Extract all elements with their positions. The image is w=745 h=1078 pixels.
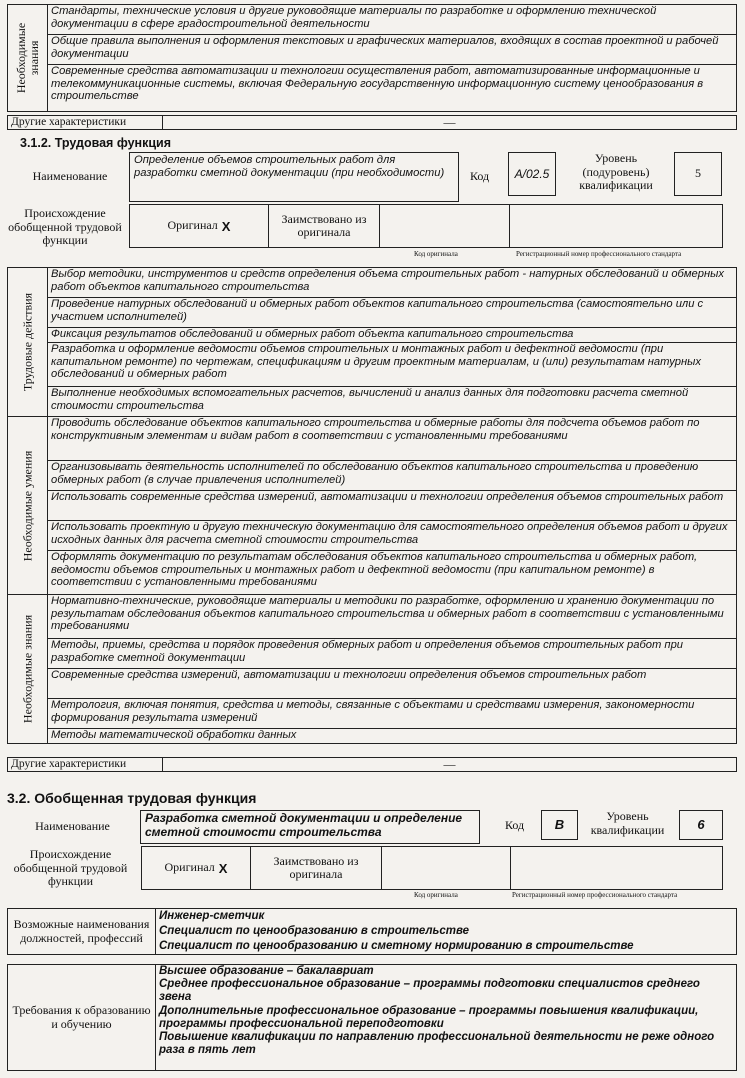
education-item: Дополнительные профессиональное образование – программы повышения квалификации, программы профессиональной переподготовки bbox=[159, 1004, 699, 1030]
action-item: Выполнение необходимых вспомогательных расчетов, вычислений и анализ данных для подготовки расчета сметной стоимости строительства bbox=[48, 387, 737, 417]
level-label-32: Уровень квалификации bbox=[590, 809, 665, 837]
knowledge-side-label-312: Необходимые знания bbox=[8, 595, 48, 744]
borrowed-box-32: Заимствовано из оригинала bbox=[250, 846, 382, 890]
original-label: Оригинал bbox=[167, 218, 218, 233]
function-name-box: Определение объемов строительных работ для разработки сметной документации (при необходимости) bbox=[129, 152, 459, 202]
skill-item: Организовывать деятельность исполнителей по обследованию объектов капитального строительства и проведению обмерных работ (в случае привлечения исполнителей) bbox=[48, 461, 737, 491]
position-item: Инженер-сметчик bbox=[159, 910, 265, 922]
code-value-box: A/02.5 bbox=[508, 152, 556, 196]
action-item: Выбор методики, инструментов и средств определения объема строительных работ - натурных обследований и обмерных работ объектов капитального строительства bbox=[48, 268, 737, 298]
reg-number-caption-32: Регистрационный номер профессионального стандарта bbox=[512, 891, 678, 899]
reg-number-caption: Регистрационный номер профессионального стандарта bbox=[516, 250, 682, 258]
positions-table bbox=[7, 908, 737, 955]
education-table bbox=[7, 964, 737, 1071]
code-original-box bbox=[379, 204, 510, 248]
original-box-32 bbox=[141, 846, 251, 890]
action-item: Разработка и оформление ведомости объемов строительных и монтажных работ и дефектной ведомости (при капитальном ремонте) по чертежам, спецификациям и другим проектным материалам, и (или) результатам натурных обследований и обмерных работ bbox=[48, 343, 737, 387]
education-label: Требования к образованию и обучению bbox=[8, 965, 156, 1071]
original-mark-32: X bbox=[218, 860, 228, 876]
skill-item: Проводить обследование объектов капитального строительства и обмерные работы для подсчета объемов работ по конструктивным элементам и видам работ в соответствии с установленными требованиями bbox=[48, 417, 737, 461]
action-item: Фиксация результатов обследований и обмерных работ объекта капитального строительства bbox=[48, 328, 737, 343]
knowledge-item-312: Нормативно-технические, руководящие материалы и методики по разработке, оформлению и хранению документации по результатам обследования объектов капитального строительства и обмерных работ в соответствии с установленными требованиями bbox=[48, 595, 737, 639]
top-other-row bbox=[7, 115, 737, 130]
function-312-table bbox=[7, 267, 737, 744]
side-label-line1: Необходимые bbox=[13, 22, 28, 94]
knowledge-item: Стандарты, технические условия и другие руководящие материалы по разработке и оформлению технической документации в сфере градостроительной деятельности bbox=[48, 5, 737, 35]
reg-number-box bbox=[509, 204, 723, 248]
position-item: Специалист по ценообразованию и сметному нормированию в строительстве bbox=[159, 940, 634, 952]
skill-item: Использовать современные средства измерений, автоматизации и технологии определения объемов строительных работ bbox=[48, 491, 737, 521]
original-label-32: Оригинал bbox=[164, 860, 215, 875]
side-label-line2: знания bbox=[26, 40, 41, 76]
other-312-row bbox=[7, 757, 737, 772]
positions-list bbox=[156, 909, 737, 955]
code-value-box-32: B bbox=[541, 810, 578, 840]
other-label: Другие характеристики bbox=[8, 116, 163, 130]
level-value-box-32: 6 bbox=[679, 810, 723, 840]
origin-label: Происхождение обобщенной трудовой функции bbox=[8, 206, 122, 247]
borrowed-box: Заимствовано из оригинала bbox=[268, 204, 380, 248]
knowledge-item: Общие правила выполнения и оформления текстовых и графических материалов, входящих в состав проектной и рабочей документации bbox=[48, 35, 737, 65]
actions-side-label: Трудовые действия bbox=[8, 268, 48, 417]
skill-item: Оформлять документацию по результатам обследования объектов капитального строительства и обмерных работ, ведомости объемов строительных и монтажных работ и дефектной ведомости (при капитальном ремонте) в соответствии с установленными требованиями bbox=[48, 551, 737, 595]
knowledge-item: Современные средства автоматизации и технологии осуществления работ, автоматизированные информационные и телекоммуникационные системы, включая Федеральную государственную информационную систему ценообразования в строительстве bbox=[48, 65, 737, 112]
code-original-caption-32: Код оригинала bbox=[414, 891, 458, 899]
knowledge-item-312: Метрология, включая понятия, средства и методы, связанные с объектами и средствами измерения, закономерности формирования результата измерений bbox=[48, 699, 737, 729]
other-value-312: — bbox=[163, 758, 737, 772]
positions-label: Возможные наименования должностей, профессий bbox=[8, 909, 156, 955]
top-knowledge-table bbox=[7, 4, 737, 112]
code-label-32: Код bbox=[505, 818, 525, 832]
section-312-heading: 3.1.2. Трудовая функция bbox=[20, 136, 172, 150]
level-label: Уровень (подуровень) квалификации bbox=[579, 151, 653, 192]
other-label-312: Другие характеристики bbox=[8, 758, 163, 772]
name-label: Наименование bbox=[32, 169, 108, 183]
knowledge-item-312: Методы математической обработки данных bbox=[48, 729, 737, 744]
education-item: Высшее образование – бакалавриат bbox=[159, 965, 374, 977]
reg-number-box-32 bbox=[510, 846, 723, 890]
knowledge-side-label bbox=[8, 5, 48, 112]
education-list bbox=[156, 965, 737, 1071]
section-32-heading: 3.2. Обобщенная трудовая функция bbox=[7, 790, 257, 806]
generalized-function-name-box: Разработка сметной документации и определение сметной стоимости строительства bbox=[140, 810, 480, 844]
level-value-box: 5 bbox=[674, 152, 722, 196]
education-item: Повышение квалификации по направлению профессиональной деятельности не реже одного раза в пять лет bbox=[159, 1031, 715, 1057]
origin-label-32: Происхождение обобщенной трудовой функции bbox=[13, 847, 128, 888]
skills-side-label: Необходимые умения bbox=[8, 417, 48, 595]
position-item: Специалист по ценообразованию в строительстве bbox=[159, 925, 470, 937]
code-original-box-32 bbox=[381, 846, 511, 890]
other-value: — bbox=[163, 116, 737, 130]
action-item: Проведение натурных обследований и обмерных работ объектов капитального строительства (самостоятельно или с участием исполнителей) bbox=[48, 298, 737, 328]
knowledge-item-312: Методы, приемы, средства и порядок проведения обмерных работ и определения объемов строительных работ при разработке сметной документации bbox=[48, 639, 737, 669]
code-original-caption: Код оригинала bbox=[414, 250, 458, 258]
knowledge-item-312: Современные средства измерений, автоматизации и технологии определения объемов строительных работ bbox=[48, 669, 737, 699]
original-mark: X bbox=[221, 218, 231, 234]
education-item: Среднее профессиональное образование – программы подготовки специалистов среднего звена bbox=[159, 978, 700, 1004]
code-label: Код bbox=[470, 169, 490, 183]
skill-item: Использовать проектную и другую техническую документацию для самостоятельного определения объемов работ и других исходных данных для расчета сметной стоимости строительства bbox=[48, 521, 737, 551]
original-box bbox=[129, 204, 269, 248]
name-label-32: Наименование bbox=[35, 819, 110, 833]
